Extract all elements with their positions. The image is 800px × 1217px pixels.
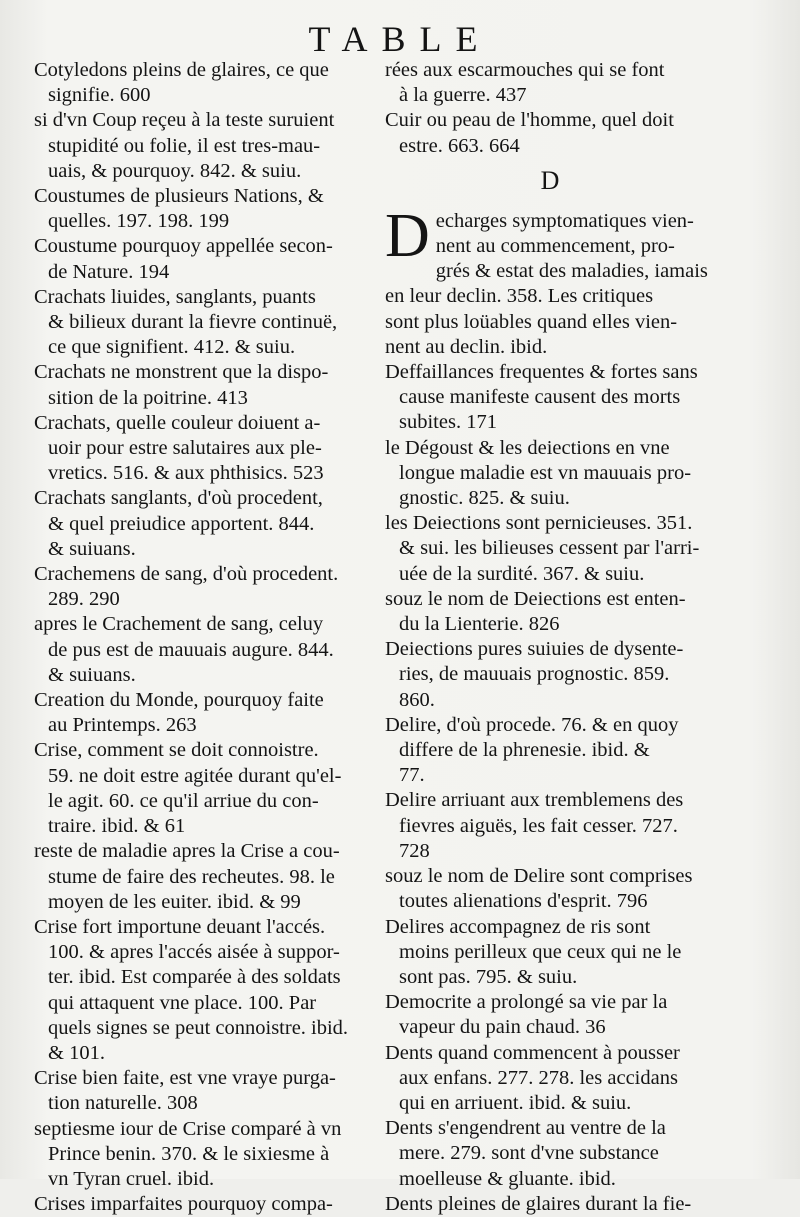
index-entry <box>385 1192 715 1217</box>
entry-line: le Dégoust & les deiections en vne <box>385 436 670 459</box>
entry-line: 59. ne doit estre agitée durant qu'el- <box>48 764 342 787</box>
index-entry <box>385 1041 715 1117</box>
drop-cap: D <box>385 201 430 270</box>
entry-line: moelleuse & gluante. ibid. <box>399 1167 616 1190</box>
entry-line: 728 <box>399 839 430 862</box>
index-entry <box>385 511 715 587</box>
entry-line: Dents pleines de glaires durant la fie- <box>385 1192 692 1215</box>
entry-line: Cuir ou peau de l'homme, quel doit <box>385 109 674 132</box>
entry-line: Crachats, quelle couleur doiuent a- <box>34 411 321 434</box>
entry-line: gnostic. 825. & suiu. <box>399 487 570 510</box>
entry-line: de pus est de mauuais augure. 844. <box>48 638 334 661</box>
index-entry <box>34 234 384 284</box>
index-entry <box>385 436 715 512</box>
index-entry <box>385 864 715 914</box>
index-entry <box>385 788 715 864</box>
entry-line: le agit. 60. ce qu'il arriue du con- <box>48 789 319 812</box>
entry-line: en leur declin. 358. Les critiques <box>385 285 654 308</box>
entry-line: Creation du Monde, pourquoy faite <box>34 689 324 712</box>
index-entry <box>34 1117 384 1193</box>
entry-line: rées aux escarmouches qui se font <box>385 59 665 81</box>
index-entry <box>34 184 384 234</box>
entry-line: Prince benin. 370. & le sixiesme à <box>48 1142 330 1165</box>
index-entry <box>385 587 715 637</box>
entry-line: sont plus loüables quand elles vien- <box>385 310 678 333</box>
entry-line: longue maladie est vn mauuais pro- <box>399 461 692 484</box>
index-entry <box>385 637 715 713</box>
section-letter: D <box>540 165 560 195</box>
index-entry <box>385 201 715 360</box>
entry-line: ter. ibid. Est comparée à des soldats <box>48 966 341 989</box>
entry-line: de Nature. 194 <box>48 260 170 283</box>
entry-line: estre. 663. 664 <box>399 134 520 157</box>
index-entry <box>34 1066 384 1116</box>
entry-line: cause manifeste causent des morts <box>399 386 681 409</box>
entry-line: Crachemens de sang, d'où procedent. <box>34 563 339 586</box>
entry-line: Coustume pourquoy appellée secon- <box>34 235 333 258</box>
entry-line: quelles. 197. 198. 199 <box>48 210 230 233</box>
entry-line: vn Tyran cruel. ibid. <box>48 1167 215 1190</box>
right-column <box>385 58 715 1217</box>
entry-line: & sui. les bilieuses cessent par l'arri- <box>399 537 700 560</box>
index-entry <box>385 915 715 991</box>
entry-line: tion naturelle. 308 <box>48 1092 198 1115</box>
entry-line: Delire arriuant aux tremblemens des <box>385 789 684 812</box>
entry-line: du la Lienterie. 826 <box>399 613 560 636</box>
index-entry <box>34 562 384 612</box>
index-entry <box>34 688 384 738</box>
entry-line: 860. <box>399 688 435 711</box>
index-entry <box>34 612 384 688</box>
entry-line: subites. 171 <box>399 411 497 434</box>
index-entry <box>34 411 384 487</box>
entry-line: 289. 290 <box>48 588 120 611</box>
index-entry <box>34 738 384 839</box>
index-entry <box>385 990 715 1040</box>
entry-line: toutes alienations d'esprit. 796 <box>399 890 648 913</box>
entry-line: Deffaillances frequentes & fortes sans <box>385 361 698 384</box>
entry-line: & suiuans. <box>48 663 136 686</box>
index-entry <box>34 108 384 184</box>
entry-line: uoir pour estre salutaires aux ple- <box>48 437 322 460</box>
index-entry <box>34 58 384 108</box>
entry-line: 100. & apres l'accés aisée à suppor- <box>48 941 340 964</box>
entry-line: au Printemps. 263 <box>48 714 197 737</box>
entry-line: à la guerre. 437 <box>399 84 527 107</box>
entry-line: moyen de les euiter. ibid. & 99 <box>48 890 301 913</box>
entry-line: uée de la surdité. 367. & suiu. <box>399 562 645 585</box>
index-entry <box>34 486 384 562</box>
entry-line: vapeur du pain chaud. 36 <box>399 1016 606 1039</box>
index-entry <box>34 839 384 915</box>
index-entry <box>34 1192 384 1217</box>
entry-line: quels signes se peut connoistre. ibid. <box>48 1016 349 1039</box>
entry-line: Democrite a prolongé sa vie par la <box>385 991 668 1014</box>
entry-line: stume de faire des recheutes. 98. le <box>48 865 335 888</box>
entry-line: mere. 279. sont d'vne substance <box>399 1142 659 1165</box>
entry-line: sition de la poitrine. 413 <box>48 386 248 409</box>
entry-line: stupidité ou folie, il est tres-mau- <box>48 134 321 157</box>
index-entry <box>385 1116 715 1192</box>
entry-line: grés & estat des maladies, iamais <box>435 260 708 283</box>
entry-line: & 101. <box>48 1041 105 1064</box>
entry-line: Dents s'engendrent au ventre de la <box>385 1117 666 1140</box>
entry-line: Crises imparfaites pourquoy compa- <box>34 1193 333 1216</box>
entry-line: Crise, comment se doit connoistre. <box>34 739 319 762</box>
entry-line: signifie. 600 <box>48 84 151 107</box>
entry-line: vretics. 516. & aux phthisics. 523 <box>48 462 324 485</box>
entry-line: qui attaquent vne place. 100. Par <box>48 991 317 1014</box>
index-entry <box>385 108 715 158</box>
entry-line: nent au commencement, pro- <box>435 235 675 258</box>
entry-line: Cotyledons pleins de glaires, ce que <box>34 59 329 81</box>
entry-line: septiesme iour de Crise comparé à vn <box>34 1117 342 1140</box>
entry-line: Coustumes de plusieurs Nations, & <box>34 185 324 208</box>
index-entry <box>34 915 384 1066</box>
entry-line: reste de maladie apres la Crise a cou- <box>34 840 340 863</box>
entry-line: Crise bien faite, est vne vraye purga- <box>34 1067 336 1090</box>
index-entry <box>34 285 384 361</box>
entry-line: fievres aiguës, les fait cesser. 727. <box>399 814 678 837</box>
entry-line: Delire, d'où procede. 76. & en quoy <box>385 713 679 736</box>
entry-line: souz le nom de Deiections est enten- <box>385 587 686 610</box>
entry-line: traire. ibid. & 61 <box>48 815 186 838</box>
entry-line: souz le nom de Delire sont comprises <box>385 865 693 888</box>
entry-line: nent au declin. ibid. <box>385 335 548 358</box>
entry-line: & bilieux durant la fievre continuë, <box>48 311 338 334</box>
entry-line: 77. <box>399 764 425 787</box>
index-entry <box>385 360 715 436</box>
entry-line: Crachats sanglants, d'où procedent, <box>34 487 323 510</box>
entry-line: uais, & pourquoy. 842. & suiu. <box>48 159 302 182</box>
page-header: TABLE <box>308 19 492 59</box>
entry-line: si d'vn Coup reçeu à la teste suruient <box>34 109 335 132</box>
index-entry <box>385 58 715 108</box>
entry-line: ce que signifient. 412. & suiu. <box>48 336 296 359</box>
entry-line: Deiections pures suiuies de dysente- <box>385 638 684 661</box>
entry-line: Dents quand commencent à pousser <box>385 1041 680 1064</box>
index-entry <box>385 713 715 789</box>
entry-line: echarges symptomatiques vien- <box>435 209 694 232</box>
entry-line: & suiuans. <box>48 537 136 560</box>
entry-line: & quel preiudice apportent. 844. <box>48 512 315 535</box>
entry-line: ries, de mauuais prognostic. 859. <box>399 663 670 686</box>
entry-line: sont pas. 795. & suiu. <box>399 965 578 988</box>
entry-line: apres le Crachement de sang, celuy <box>34 613 324 636</box>
entry-line: differe de la phrenesie. ibid. & <box>399 739 650 762</box>
entry-line: Crachats ne monstrent que la dispo- <box>34 361 329 384</box>
index-entry <box>34 360 384 410</box>
entry-line: qui en arriuent. ibid. & suiu. <box>399 1091 632 1114</box>
entry-line: Crachats liuides, sanglants, puants <box>34 285 316 308</box>
left-column <box>34 58 384 1217</box>
entry-line: moins perilleux que ceux qui ne le <box>399 940 682 963</box>
entry-line: les Deiections sont pernicieuses. 351. <box>385 512 693 535</box>
entry-line: Crise fort importune deuant l'accés. <box>34 915 326 938</box>
entry-line: aux enfans. 277. 278. les accidans <box>399 1066 678 1089</box>
entry-line: Delires accompagnez de ris sont <box>385 915 651 938</box>
